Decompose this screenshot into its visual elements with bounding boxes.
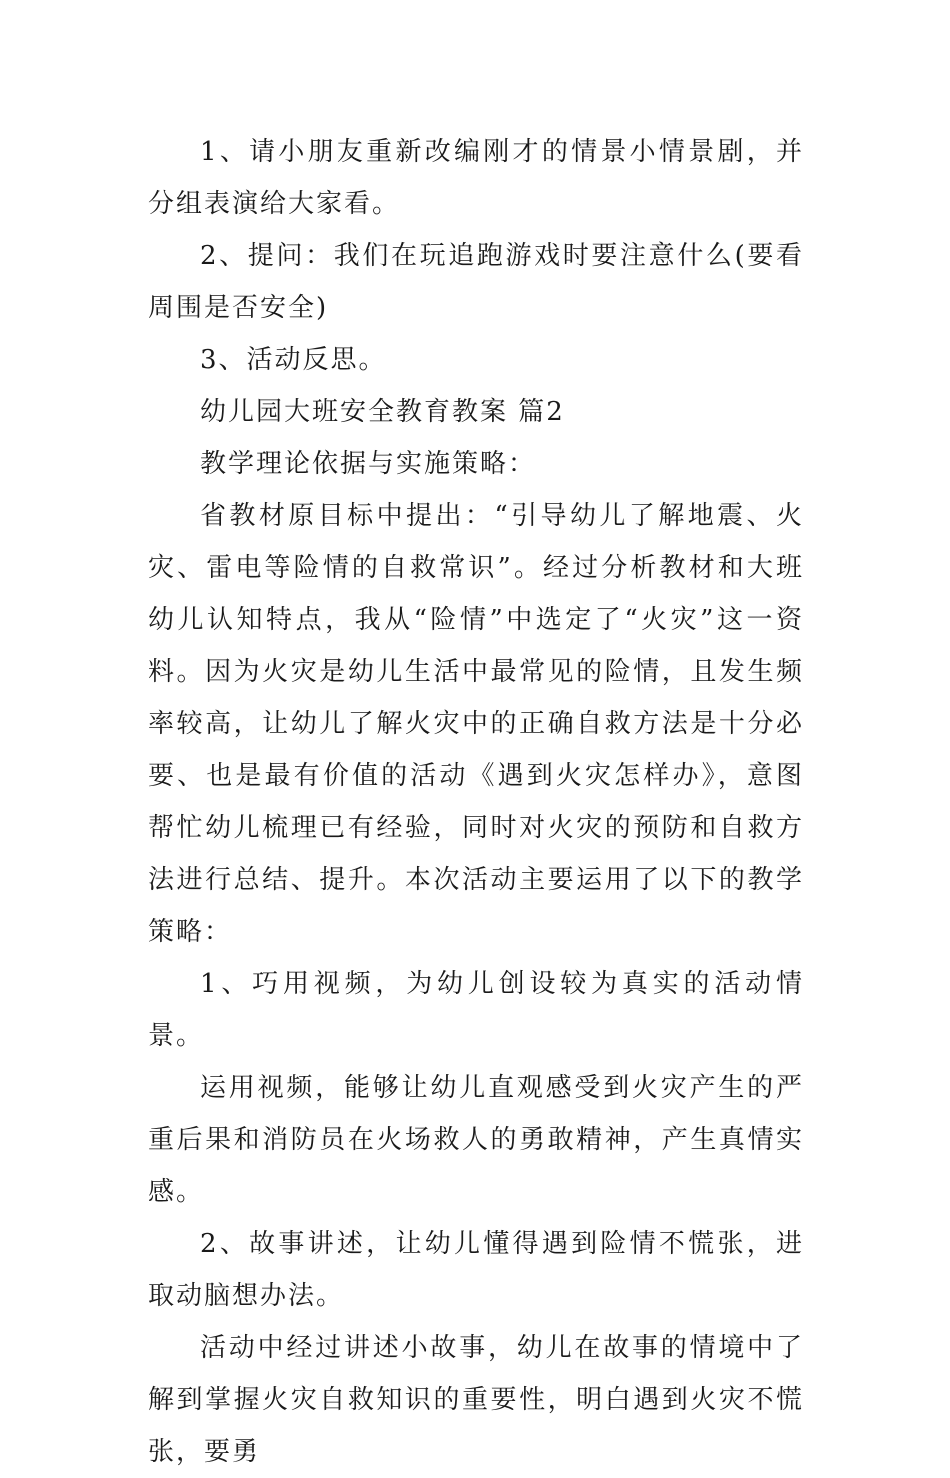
- document-body: [148, 126, 804, 1478]
- paragraph-theory-heading: 教学理论依据与实施策略：: [200, 449, 537, 479]
- paragraph-rewrite-play: 1、请小朋友重新改编刚才的情景小情景剧，并分组表演给大家看。: [148, 137, 804, 219]
- paragraph-video-detail: 运用视频，能够让幼儿直观感受到火灾产生的严重后果和消防员在火场救人的勇敢精神，产生真情实感。: [148, 1073, 804, 1207]
- paragraph-strategy-video: 1、巧用视频，为幼儿创设较为真实的活动情景。: [148, 969, 804, 1051]
- section-title: 幼儿园大班安全教育教案 篇2: [200, 397, 565, 427]
- paragraph-theory-body: 省教材原目标中提出：“引导幼儿了解地震、火灾、雷电等险情的自救常识”。经过分析教材和大班幼儿认知特点，我从“险情”中选定了“火灾”这一资料。因为火灾是幼儿生活中最常见的险情，且发生频率较高，让幼儿了解火灾中的正确自救方法是十分必要、也是最有价值的活动《遇到火灾怎样办》，意图帮忙幼儿梳理已有经验，同时对火灾的预防和自救方法进行总结、提升。本次活动主要运用了以下的教学策略：: [148, 501, 804, 947]
- paragraph-story-detail: 活动中经过讲述小故事，幼儿在故事的情境中了解到掌握火灾自救知识的重要性，明白遇到火灾不慌张，要勇: [148, 1333, 804, 1467]
- paragraph-reflection: 3、活动反思。: [200, 345, 387, 375]
- paragraph-question: 2、提问：我们在玩追跑游戏时要注意什么(要看周围是否安全): [148, 241, 804, 323]
- paragraph-strategy-story: 2、故事讲述，让幼儿懂得遇到险情不慌张，进取动脑想办法。: [148, 1229, 804, 1311]
